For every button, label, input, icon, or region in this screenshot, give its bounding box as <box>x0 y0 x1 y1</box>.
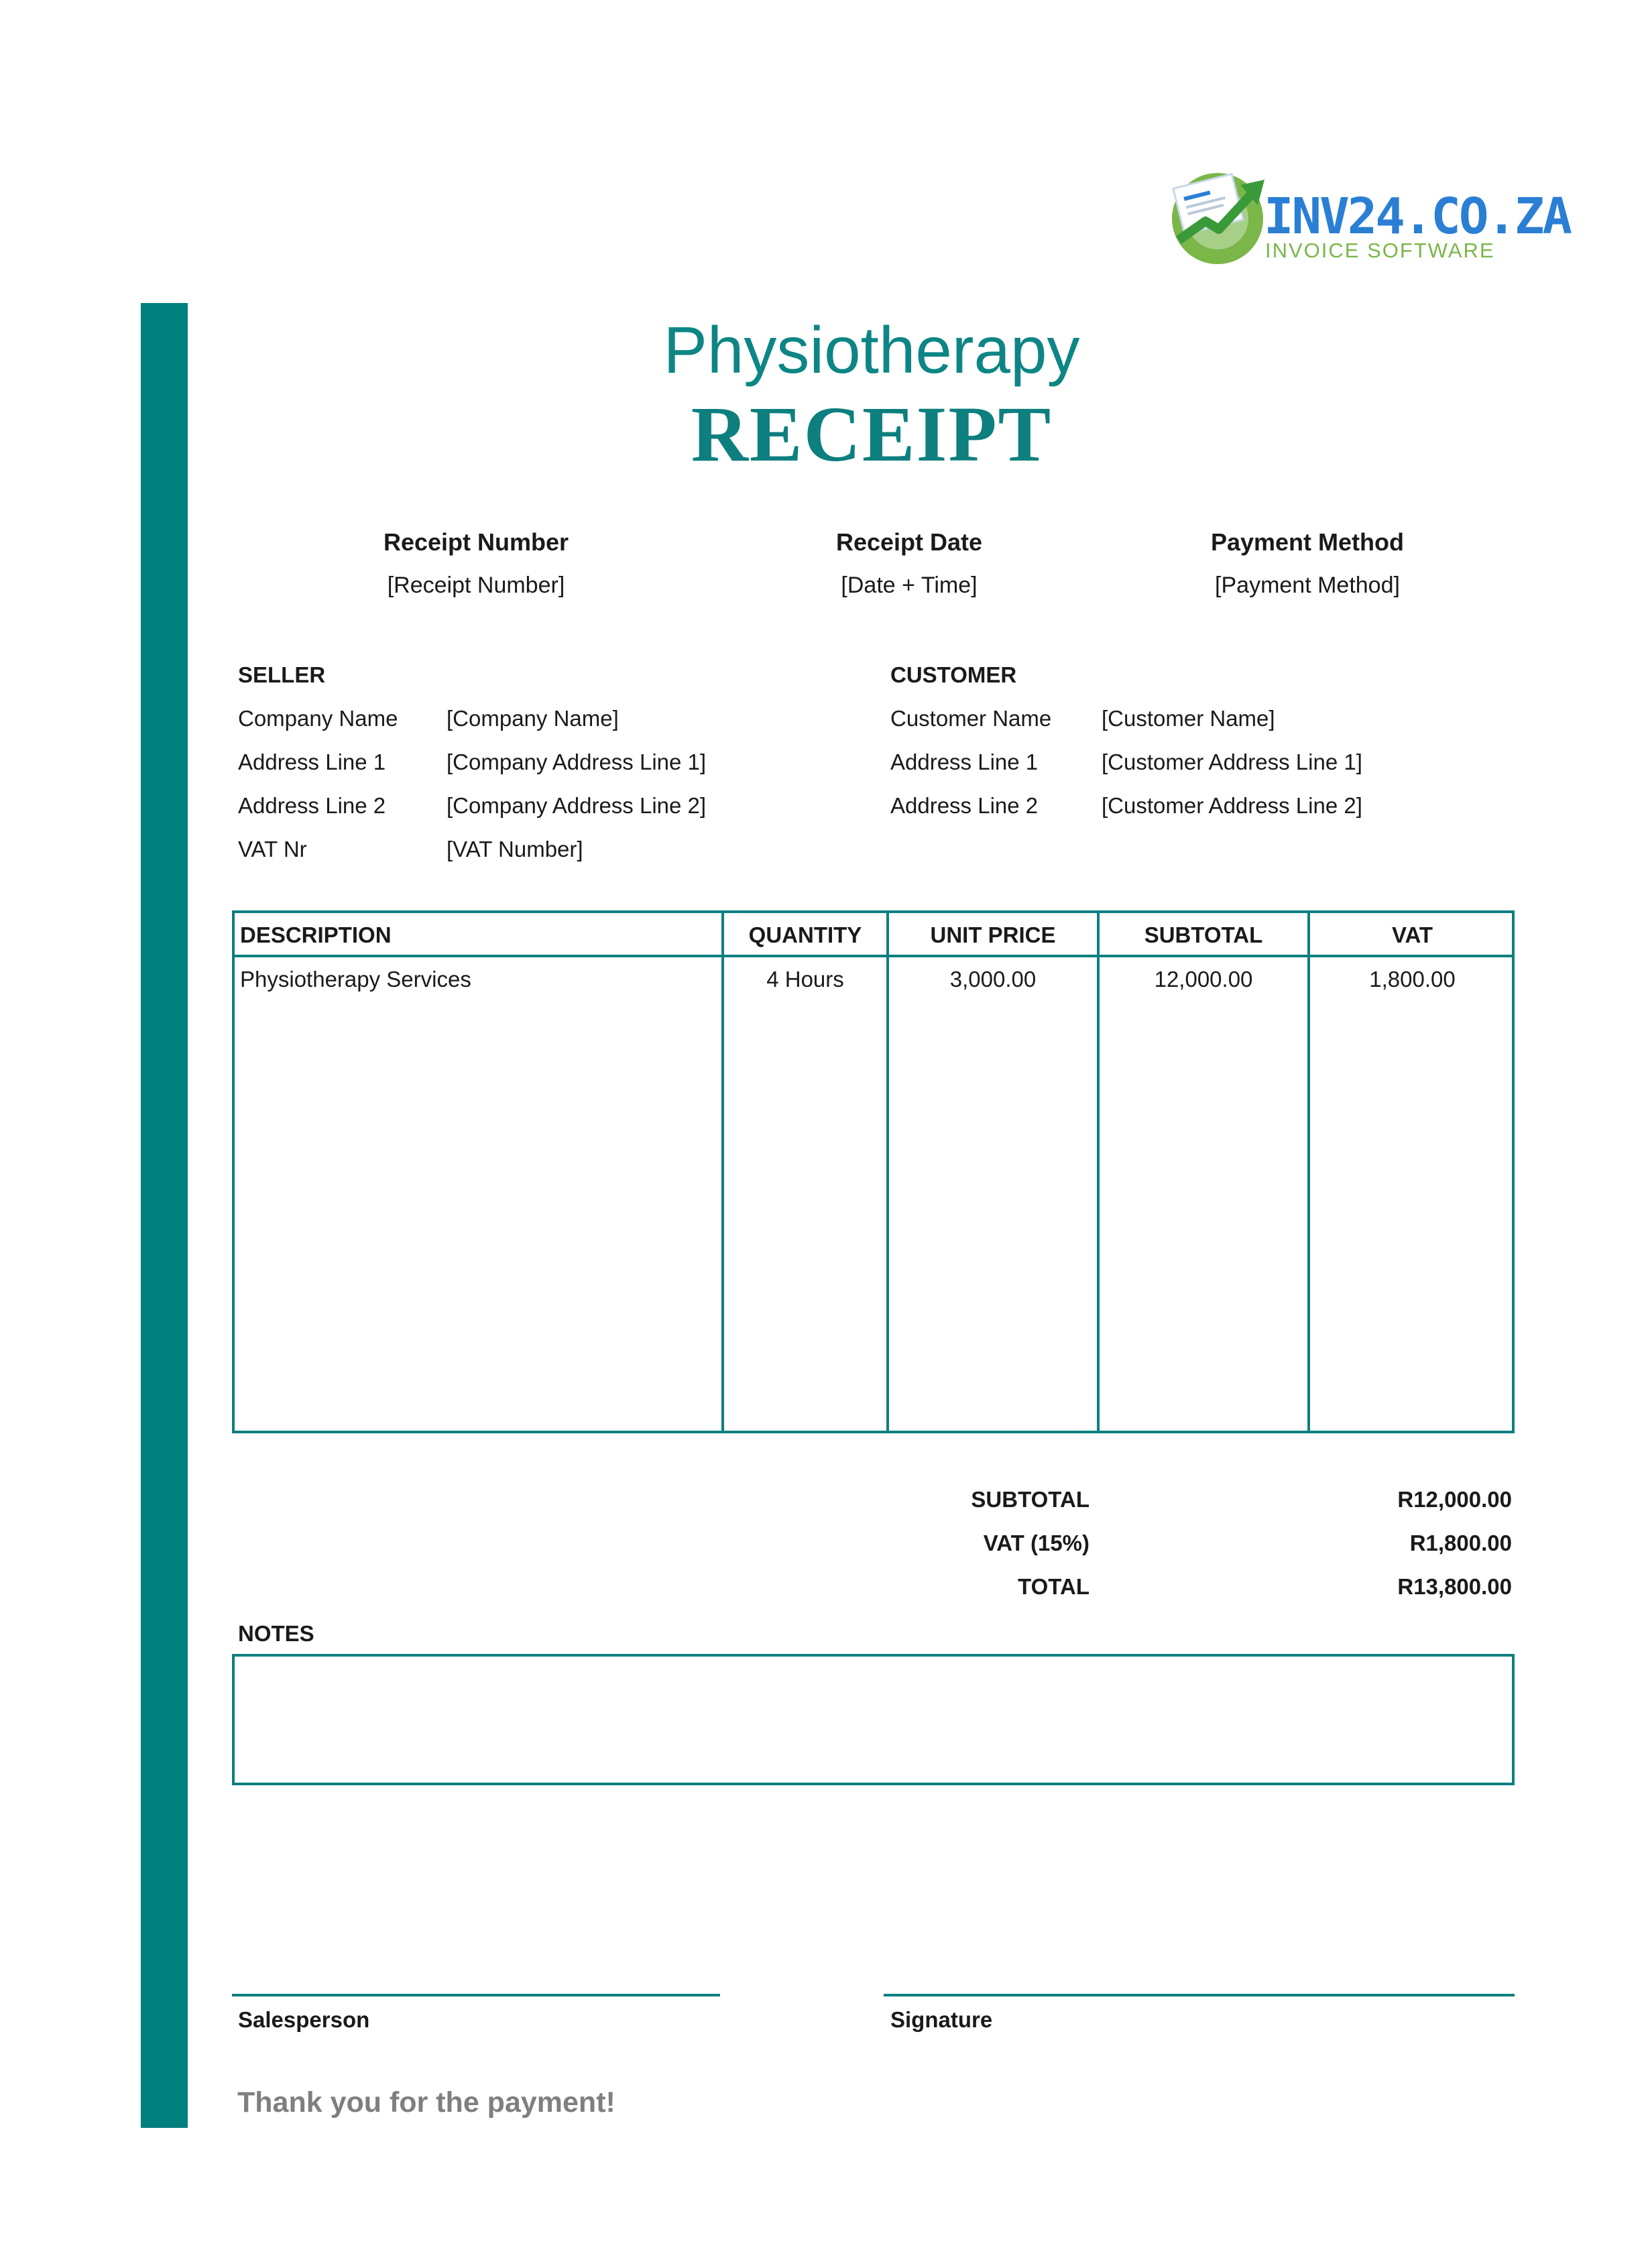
payment-method-label: Payment Method <box>1210 528 1405 556</box>
seller-company-name-value: [Company Name] <box>447 706 619 731</box>
customer-address-2-label: Address Line 2 <box>890 793 1039 818</box>
totals-subtotal-label: SUBTOTAL <box>971 1487 1089 1512</box>
column-header-vat: VAT <box>1391 922 1433 947</box>
receipt-date-label: Receipt Date <box>835 528 983 556</box>
column-header-description: DESCRIPTION <box>240 922 392 947</box>
document-subject: Physiotherapy <box>663 313 1080 387</box>
totals-vat-value: R1,800.00 <box>1409 1531 1512 1555</box>
customer-heading: CUSTOMER <box>890 662 1017 687</box>
receipt-date-value: [Date + Time] <box>841 573 978 598</box>
seller-address-1-value: [Company Address Line 1] <box>447 750 707 774</box>
seller-address-2-label: Address Line 2 <box>238 793 386 818</box>
seller-heading: SELLER <box>238 662 326 687</box>
column-header-quantity: QUANTITY <box>748 922 862 947</box>
items-table <box>232 910 1515 1433</box>
notes-heading: NOTES <box>238 1621 314 1646</box>
customer-address-2-value: [Customer Address Line 2] <box>1102 793 1362 818</box>
brand-name: INV24.CO.ZA <box>1264 188 1571 245</box>
receipt-number-label: Receipt Number <box>383 528 569 556</box>
table-header-divider <box>235 955 1512 957</box>
item-quantity: 4 Hours <box>766 967 844 992</box>
brand-tagline: INVOICE SOFTWARE <box>1265 239 1495 262</box>
receipt-number-value: [Receipt Number] <box>387 573 565 598</box>
notes-box <box>232 1654 1515 1785</box>
seller-address-2-value: [Company Address Line 2] <box>447 793 707 818</box>
salesperson-signature-line <box>232 1994 720 1996</box>
totals-subtotal-value: R12,000.00 <box>1397 1487 1512 1512</box>
customer-address-1-value: [Customer Address Line 1] <box>1102 750 1362 774</box>
item-unit-price: 3,000.00 <box>949 967 1037 992</box>
column-header-subtotal: SUBTOTAL <box>1144 922 1263 947</box>
payment-method-value: [Payment Method] <box>1215 573 1400 598</box>
totals-vat-label: VAT (15%) <box>983 1531 1089 1555</box>
column-header-unit-price: UNIT PRICE <box>930 922 1056 947</box>
signature-line <box>884 1994 1515 1996</box>
item-vat: 1,800.00 <box>1369 967 1456 992</box>
customer-name-label: Customer Name <box>890 706 1052 731</box>
customer-address-1-label: Address Line 1 <box>890 750 1039 774</box>
totals-total-value: R13,800.00 <box>1397 1574 1512 1599</box>
salesperson-label: Salesperson <box>238 2007 370 2032</box>
seller-address-1-label: Address Line 1 <box>238 750 386 774</box>
thank-you-message: Thank you for the payment! <box>237 2086 615 2118</box>
item-description: Physiotherapy Services <box>240 967 471 992</box>
document-title: RECEIPT <box>691 390 1053 478</box>
customer-name-value: [Customer Name] <box>1102 706 1275 731</box>
item-subtotal: 12,000.00 <box>1154 967 1253 992</box>
sidebar-accent-bar <box>141 303 188 2128</box>
totals-total-label: TOTAL <box>1018 1574 1089 1599</box>
seller-company-name-label: Company Name <box>238 706 398 731</box>
seller-vat-label: VAT Nr <box>238 837 307 861</box>
signature-label: Signature <box>890 2007 993 2032</box>
seller-vat-value: [VAT Number] <box>447 837 583 861</box>
